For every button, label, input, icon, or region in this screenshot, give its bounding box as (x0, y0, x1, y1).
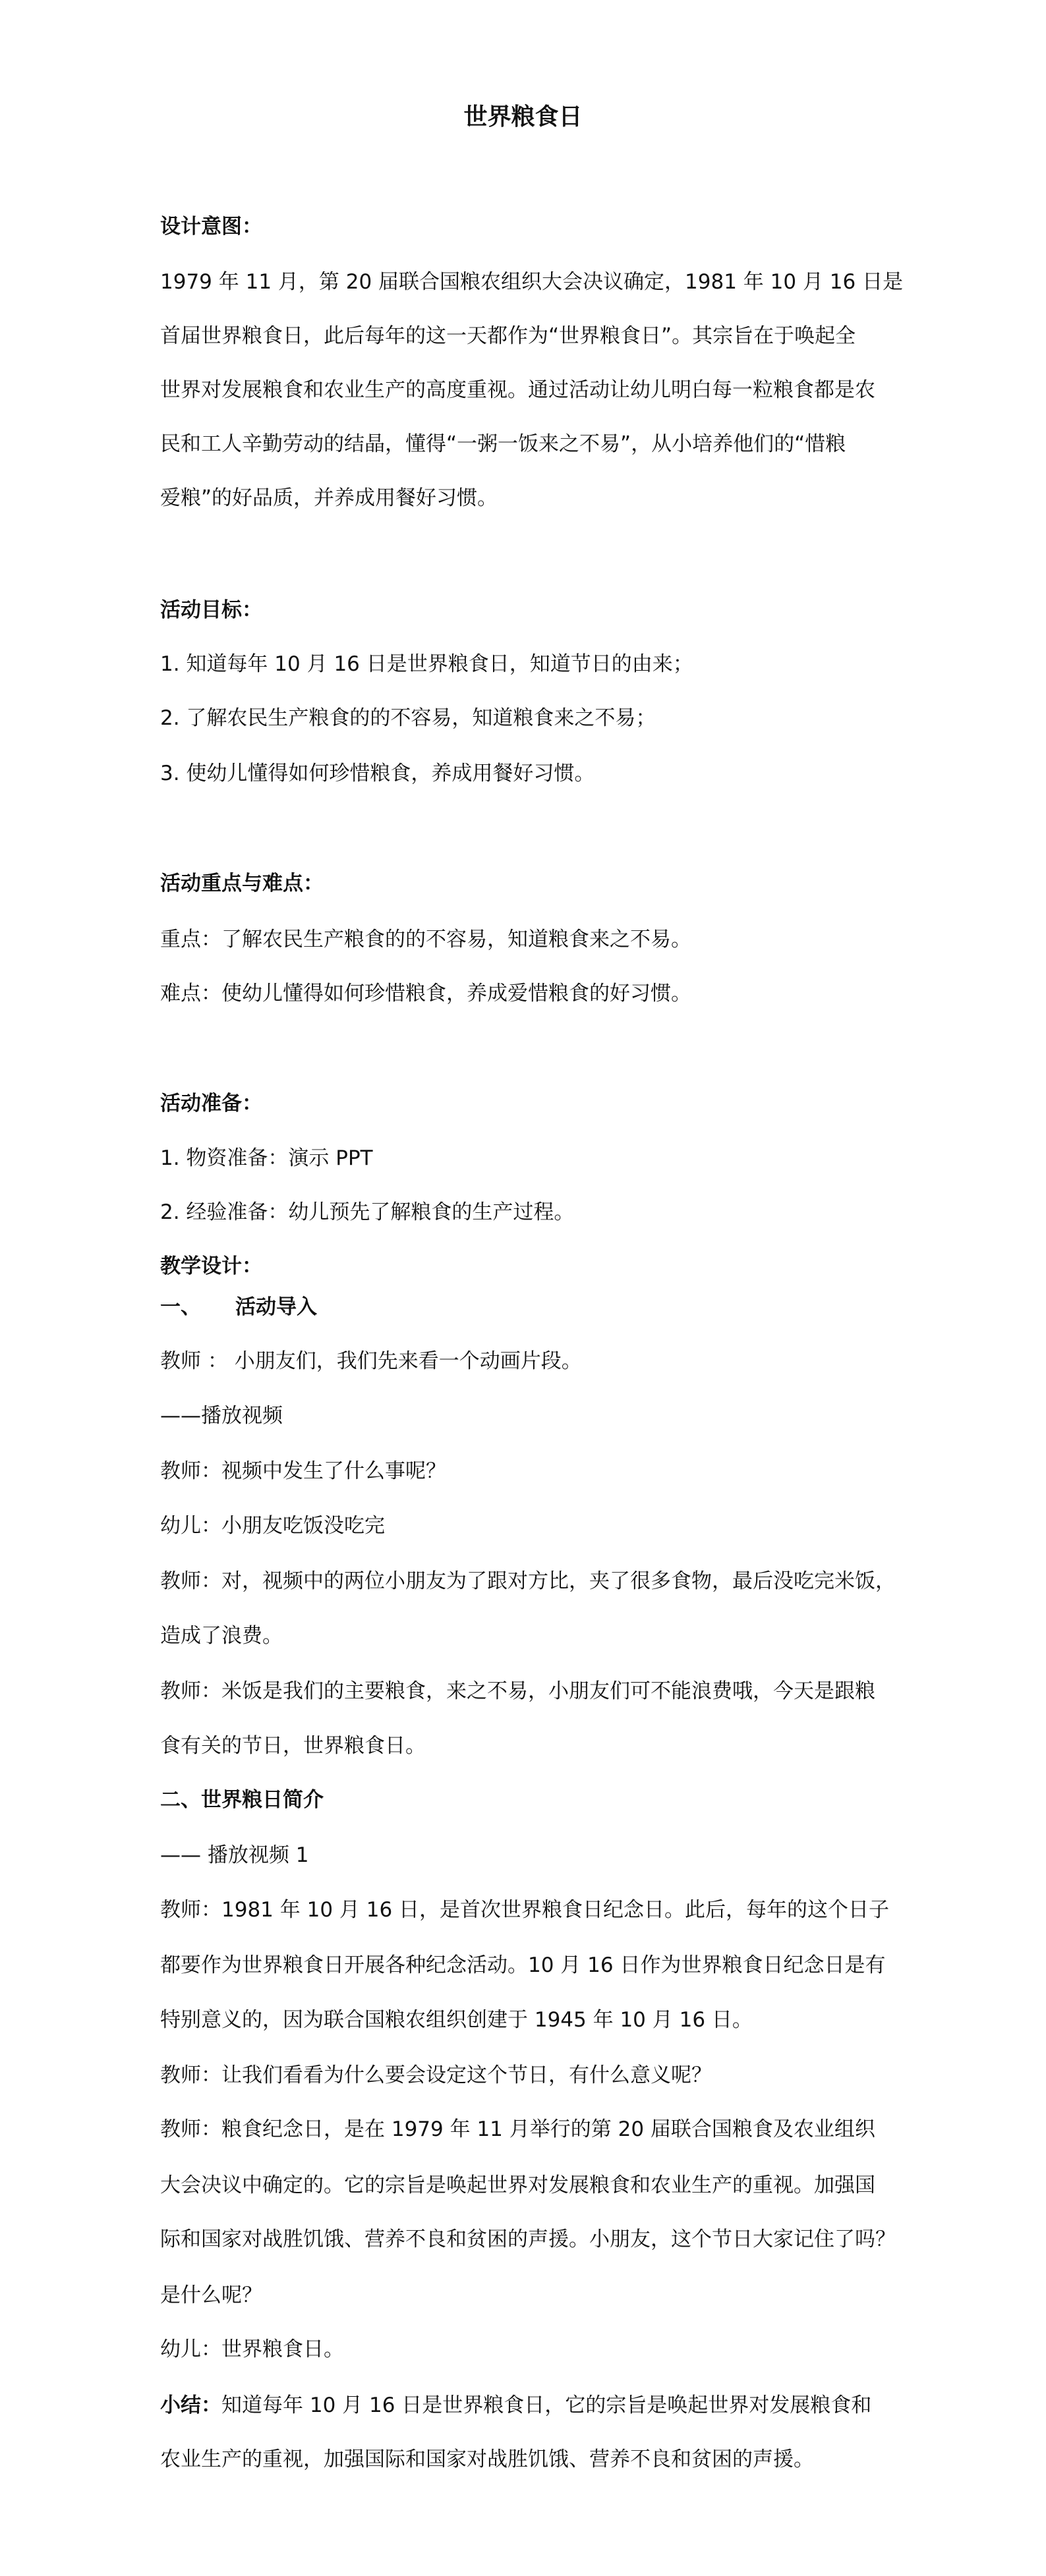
dialogue-line: 教师：视频中发生了什么事呢？ (160, 1459, 446, 1483)
list-item: 2. 经验准备：幼儿预先了解粮食的生产过程。 (160, 1200, 575, 1224)
heading-goals: 活动目标： (160, 598, 262, 622)
heading-preparation: 活动准备： (160, 1092, 262, 1115)
list-item: 难点：使幼儿懂得如何珍惜粮食，养成爱惜粮食的好习惯。 (160, 982, 691, 1005)
list-item: 1. 知道每年 10 月 16 日是世界粮食日，知道节日的由来； (160, 652, 693, 676)
list-item: 3. 使幼儿懂得如何珍惜粮食，养成用餐好习惯。 (160, 762, 595, 785)
heading-teaching-design: 教学设计： (160, 1254, 262, 1278)
dialogue-line: ——播放视频 (160, 1404, 283, 1428)
paragraph-line: 民和工人辛勤劳动的结晶，懂得“一粥一饭来之不易”，从小培养他们的“惜粮 (160, 432, 846, 456)
dialogue-line: 教师：让我们看看为什么要会设定这个节日，有什么意义呢？ (160, 2063, 712, 2087)
part-1-title: 活动导入 (235, 1295, 317, 1319)
dialogue-line: 教师：米饭是我们的主要粮食，来之不易，小朋友们可不能浪费哦，今天是跟粮 (160, 1679, 875, 1703)
dialogue-line: 教师：粮食纪念日，是在 1979 年 11 月举行的第 20 届联合国粮食及农业组织 (160, 2117, 875, 2141)
dialogue-line: —— 播放视频 1 (160, 1843, 309, 1867)
dialogue-line: 食有关的节日，世界粮食日。 (160, 1734, 426, 1758)
dialogue-line: 幼儿：小朋友吃饭没吃完 (160, 1514, 385, 1538)
dialogue-line: 大会决议中确定的。它的宗旨是唤起世界对发展粮食和农业生产的重视。加强国 (160, 2173, 875, 2197)
summary-line (160, 2392, 871, 2419)
list-item: 重点：了解农民生产粮食的的不容易，知道粮食来之不易。 (160, 928, 691, 951)
dialogue-line: 幼儿：世界粮食日。 (160, 2338, 344, 2361)
heading-part-1 (160, 1294, 317, 1320)
list-item: 2. 了解农民生产粮食的的不容易，知道粮食来之不易； (160, 706, 656, 730)
summary-line: 农业生产的重视，加强国际和国家对战胜饥饿、营养不良和贫困的声援。 (160, 2448, 814, 2471)
dialogue-line: 都要作为世界粮食日开展各种纪念活动。10 月 16 日作为世界粮食日纪念日是有 (160, 1953, 886, 1977)
dialogue-line: 教师：1981 年 10 月 16 日，是首次世界粮食日纪念日。此后，每年的这个日子 (160, 1898, 890, 1922)
dialogue-line: 造成了浪费。 (160, 1624, 283, 1648)
summary-label: 小结： (160, 2394, 221, 2417)
dialogue-line: 教师：对，视频中的两位小朋友为了跟对方比，夹了很多食物，最后没吃完米饭， (160, 1569, 896, 1593)
summary-text: 知道每年 10 月 16 日是世界粮食日，它的宗旨是唤起世界对发展粮食和 (221, 2394, 872, 2417)
heading-part-2: 二、世界粮日简介 (160, 1788, 324, 1812)
dialogue-line: 是什么呢？ (160, 2283, 262, 2307)
list-item: 1. 物资准备：演示 PPT (160, 1146, 373, 1170)
paragraph-line: 世界对发展粮食和农业生产的高度重视。通过活动让幼儿明白每一粒粮食都是农 (160, 378, 875, 402)
part-1-number: 一、 (160, 1295, 201, 1319)
heading-key-points: 活动重点与难点： (160, 872, 324, 895)
dialogue-line: 际和国家对战胜饥饿、营养不良和贫困的声援。小朋友，这个节日大家记住了吗？ (160, 2227, 896, 2251)
paragraph-line: 1979 年 11 月，第 20 届联合国粮农组织大会决议确定，1981 年 10 月 16 日是 (160, 270, 904, 294)
page-title: 世界粮食日 (463, 103, 583, 130)
heading-design-intent: 设计意图： (160, 215, 262, 238)
dialogue-line: 特别意义的，因为联合国粮农组织创建于 1945 年 10 月 16 日。 (160, 2008, 753, 2032)
paragraph-line: 首届世界粮食日，此后每年的这一天都作为“世界粮食日”。其宗旨在于唤起全 (160, 324, 856, 348)
paragraph-line: 爱粮”的好品质，并养成用餐好习惯。 (160, 486, 498, 510)
dialogue-line: 教师 ： 小朋友们，我们先来看一个动画片段。 (160, 1349, 582, 1373)
